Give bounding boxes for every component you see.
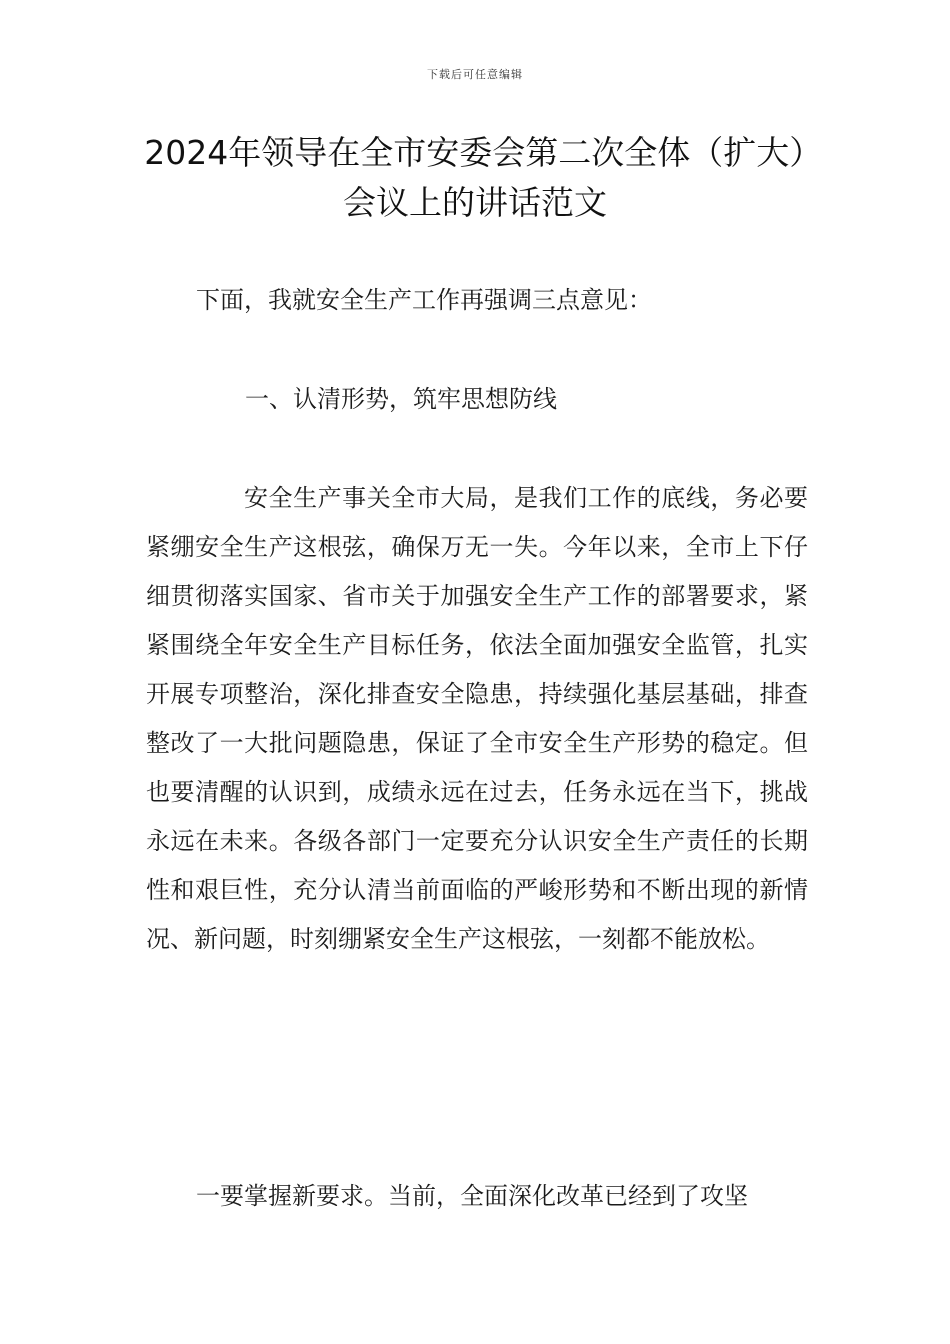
page-header-note: 下载后可任意编辑 [427, 68, 523, 81]
section-1-body-paragraph: 安全生产事关全市大局，是我们工作的底线，务必要紧绷安全生产这根弦，确保万无一失。今年以来，全市上下仔细贯彻落实国家、省市关于加强安全生产工作的部署要求，紧紧围绕全年安全生产目标任务，依法全面加强安全监管，扎实开展专项整治，深化排查安全隐患，持续强化基层基础，排查整改了一大批问题隐患，保证了全市安全生产形势的稳定。但也要清醒的认识到，成绩永远在过去，任务永远在当下，挑战永远在未来。各级各部门一定要充分认识安全生产责任的长期性和艰巨性，充分认清当前面临的严峻形势和不断出现的新情况、新问题，时刻绷紧安全生产这根弦，一刻都不能放松。 [146, 484, 808, 953]
intro-paragraph: 下面，我就安全生产工作再强调三点意见： [196, 286, 652, 314]
section-heading-1: 一、认清形势，筑牢思想防线 [245, 385, 557, 413]
document-title: 2024年领导在全市安委会第二次全体（扩大）会议上的讲话范文 [144, 133, 806, 222]
section-1-point-1-paragraph: 一要掌握新要求。当前，全面深化改革已经到了攻坚 [196, 1182, 748, 1210]
